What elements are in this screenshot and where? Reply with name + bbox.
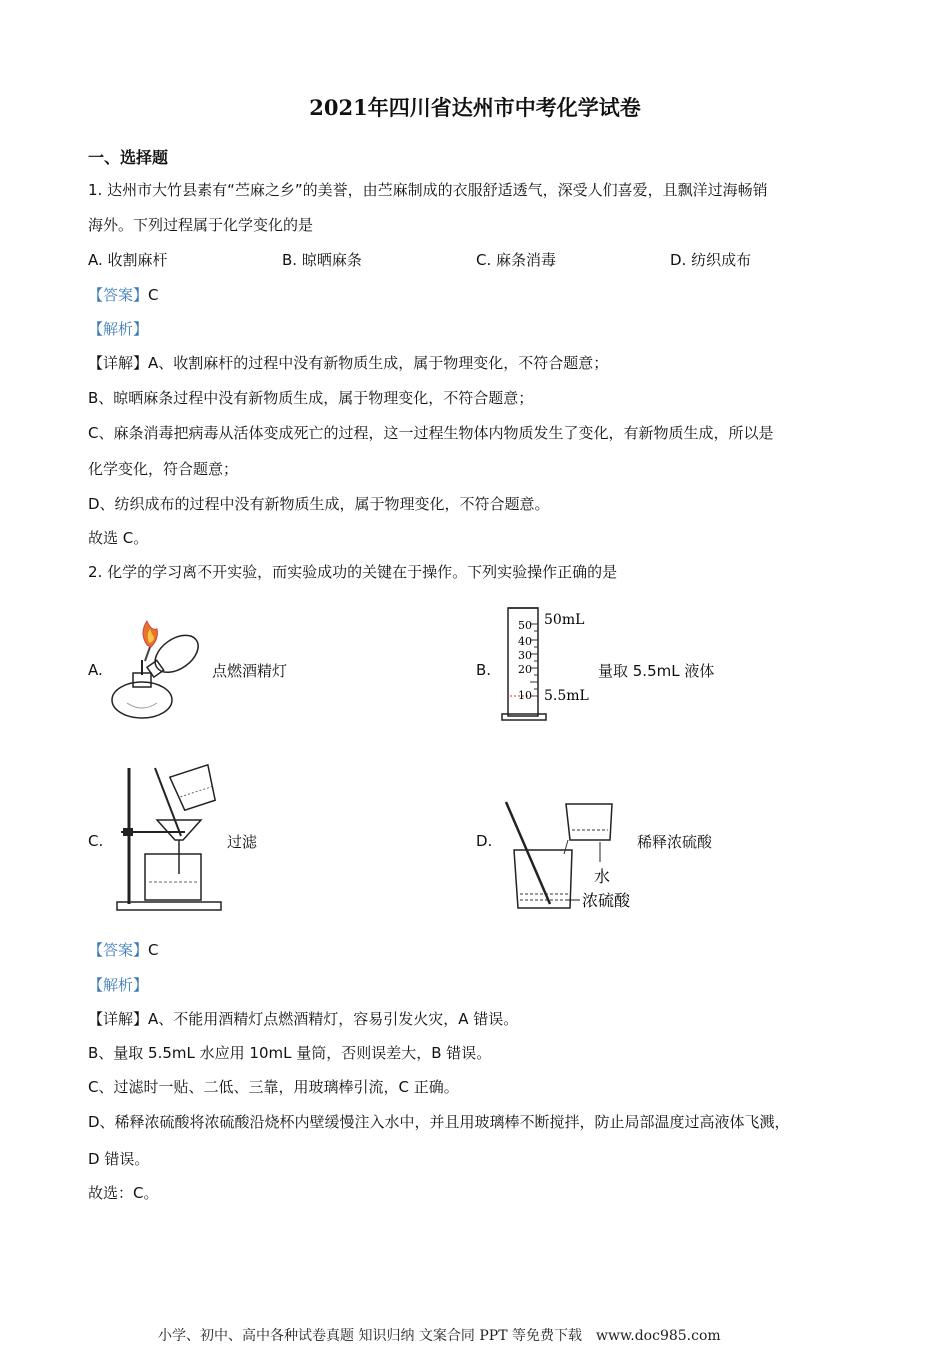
section-heading: 一、选择题 bbox=[88, 148, 169, 167]
q2-caption-a: 点燃酒精灯 bbox=[212, 662, 288, 680]
q2-detail-c: C、过滤时一贴、二低、三靠，用玻璃棒引流，C 正确。 bbox=[88, 1078, 459, 1096]
cyl-label-bottom: 5.5mL bbox=[544, 688, 589, 704]
q2-option-c-letter: C. bbox=[88, 832, 104, 850]
q2-stem: 2. 化学的学习离不开实验，而实验成功的关键在于操作。下列实验操作正确的是 bbox=[88, 563, 618, 581]
q1-analysis-tag: 【解析】 bbox=[88, 320, 149, 338]
q1-answer-tag: 【答案】 bbox=[88, 286, 149, 304]
q2-option-b-letter: B. bbox=[476, 661, 492, 679]
q1-detail-tag: 【详解】 bbox=[88, 354, 149, 372]
cyl-tick-20: 20 bbox=[518, 663, 532, 676]
q1-detail-d: D、纺织成布的过程中没有新物质生成，属于物理变化，不符合题意。 bbox=[88, 495, 550, 513]
q1-option-a: A. 收割麻杆 bbox=[88, 251, 168, 269]
q2-detail-d1: D、稀释浓硫酸将浓硫酸沿烧杯内壁缓慢注入水中，并且用玻璃棒不断搅拌，防止局部温度过高液体飞溅， bbox=[88, 1113, 790, 1131]
q2-option-d-letter: D. bbox=[476, 832, 493, 850]
q1-detail-b: B、晾晒麻条过程中没有新物质生成，属于物理变化，不符合题意； bbox=[88, 389, 534, 407]
q1-option-c: C. 麻条消毒 bbox=[476, 251, 557, 269]
cyl-label-top: 50mL bbox=[544, 612, 585, 628]
q2-detail-a-text: A、不能用酒精灯点燃酒精灯，容易引发火灾，A 错误。 bbox=[148, 1010, 519, 1028]
page-footer: 小学、初中、高中各种试卷真题 知识归纳 文案合同 PPT 等免费下载 www.doc985.com bbox=[158, 1328, 721, 1344]
q1-option-b: B. 晾晒麻条 bbox=[282, 251, 362, 269]
q2-caption-d: 稀释浓硫酸 bbox=[637, 833, 713, 851]
cyl-tick-30: 30 bbox=[518, 649, 532, 662]
filtration-illustration bbox=[115, 762, 225, 914]
cyl-tick-50: 50 bbox=[518, 619, 532, 632]
q1-detail-a-text: A、收割麻杆的过程中没有新物质生成，属于物理变化，不符合题意； bbox=[148, 354, 609, 372]
q2-answer-value: C bbox=[148, 941, 159, 959]
q2-answer bbox=[88, 940, 159, 960]
cyl-tick-40: 40 bbox=[518, 635, 532, 648]
q1-answer bbox=[88, 285, 159, 305]
q1-detail-c2: 化学变化，符合题意； bbox=[88, 460, 239, 478]
q1-stem-line2: 海外。下列过程属于化学变化的是 bbox=[88, 216, 314, 234]
q2-option-a-letter: A. bbox=[88, 661, 103, 679]
acid-dilution-illustration bbox=[500, 800, 650, 915]
q1-detail-c1: C、麻条消毒把病毒从活体变成死亡的过程，这一过程生物体内物质发生了变化，有新物质生成，所以是 bbox=[88, 424, 774, 442]
q2-detail-a bbox=[88, 1009, 518, 1029]
q1-stem-line1: 1. 达州市大竹县素有“苎麻之乡”的美誉，由苎麻制成的衣服舒适透气，深受人们喜爱，且飘洋过海畅销 bbox=[88, 181, 768, 199]
page-title: 2021年四川省达州市中考化学试卷 bbox=[309, 95, 641, 120]
q2-answer-tag: 【答案】 bbox=[88, 941, 149, 959]
q1-detail-a bbox=[88, 353, 608, 373]
q1-answer-value: C bbox=[148, 286, 159, 304]
q2-analysis-tag: 【解析】 bbox=[88, 976, 149, 994]
q1-conclusion: 故选 C。 bbox=[88, 529, 149, 547]
q2-caption-b: 量取 5.5mL 液体 bbox=[598, 662, 715, 680]
dilution-label-water: 水 bbox=[594, 867, 611, 886]
q2-detail-b: B、量取 5.5mL 水应用 10mL 量筒，否则误差大，B 错误。 bbox=[88, 1044, 492, 1062]
cyl-tick-10: 10 bbox=[518, 689, 532, 702]
graduated-cylinder-illustration bbox=[500, 602, 600, 724]
q2-detail-d2: D 错误。 bbox=[88, 1150, 150, 1168]
lamp-lighting-illustration bbox=[105, 615, 215, 725]
q1-option-d: D. 纺织成布 bbox=[670, 251, 752, 269]
q2-detail-tag: 【详解】 bbox=[88, 1010, 149, 1028]
q2-conclusion: 故选：C。 bbox=[88, 1184, 159, 1202]
q2-caption-c: 过滤 bbox=[227, 833, 258, 851]
dilution-label-acid: 浓硫酸 bbox=[582, 891, 631, 910]
